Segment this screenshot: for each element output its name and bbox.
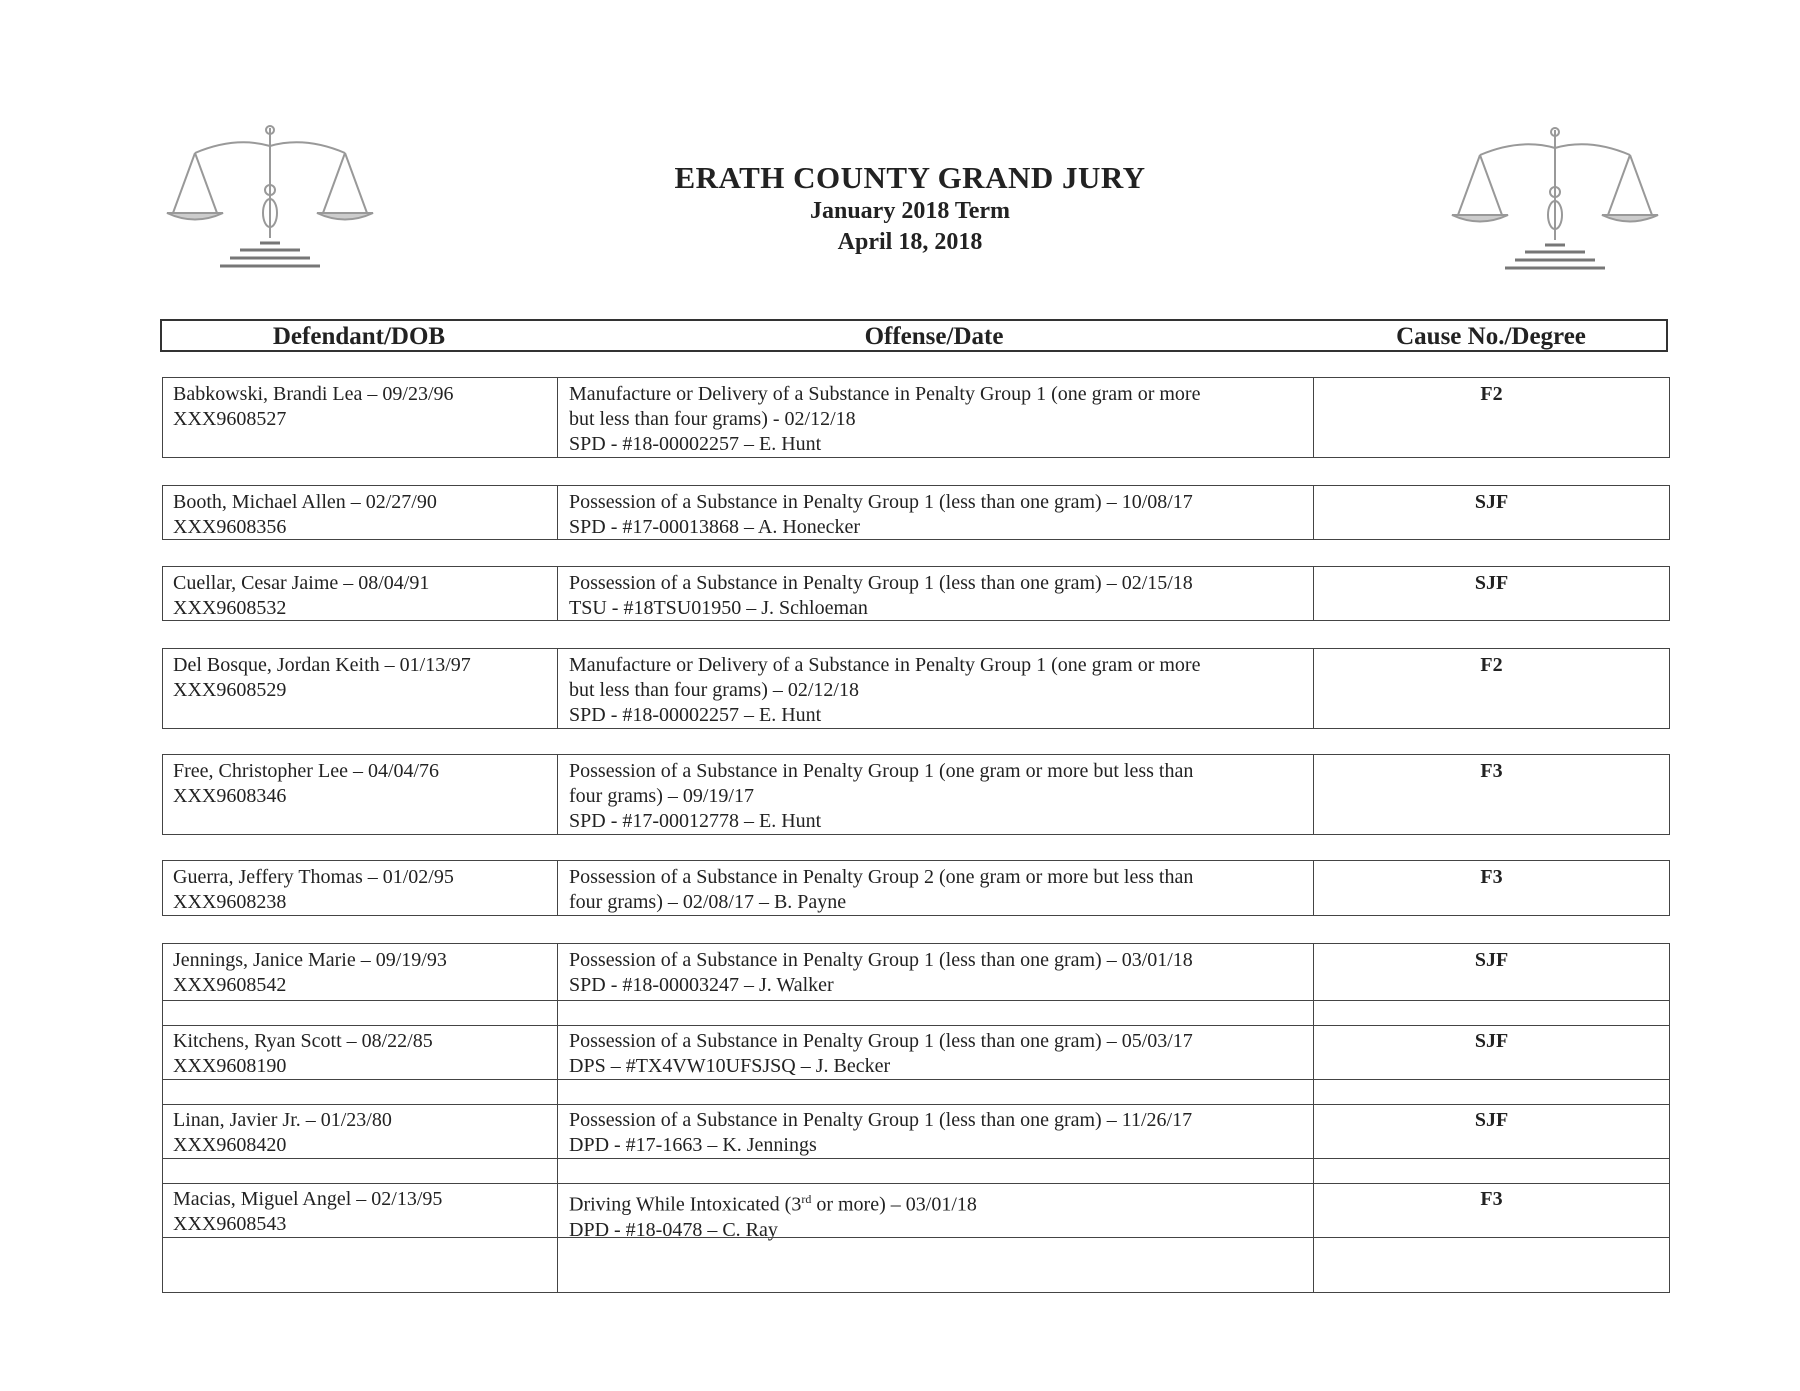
defendant-name: Guerra, Jeffery Thomas – 01/02/95 — [173, 866, 454, 888]
scales-of-justice-icon — [1450, 120, 1660, 280]
defendant-name: Jennings, Janice Marie – 09/19/93 — [173, 949, 447, 971]
defendant-id: XXX9608543 — [173, 1213, 287, 1235]
table-row — [162, 943, 1670, 1026]
defendant-id: XXX9608346 — [173, 785, 287, 807]
defendant-cell — [163, 649, 557, 728]
document-title: ERATH COUNTY GRAND JURY — [674, 160, 1146, 195]
table-row — [162, 648, 1670, 729]
table-row — [162, 1104, 1670, 1184]
offense-line: Manufacture or Delivery of a Substance in Penalty Group 1 (one gram or more — [569, 654, 1201, 676]
offense-cell — [557, 486, 1313, 539]
offense-line: four grams) – 02/08/17 – B. Payne — [569, 891, 847, 913]
degree-cell: SJF — [1313, 486, 1669, 539]
offense-cell — [557, 649, 1313, 728]
degree-cell: SJF — [1313, 1025, 1669, 1104]
defendant-id: XXX9608542 — [173, 974, 287, 996]
offense-line: Possession of a Substance in Penalty Group 1 (less than one gram) – 11/26/17 — [569, 1109, 1193, 1131]
offense-cell — [557, 378, 1313, 457]
defendant-cell — [163, 378, 557, 457]
defendant-id: XXX9608527 — [173, 408, 287, 430]
empty-row-strip — [163, 1079, 1669, 1104]
offense-line: DPD - #18-0478 – C. Ray — [569, 1218, 778, 1241]
column-header-offense: Offense/Date — [864, 323, 1004, 350]
offense-line: DPD - #17-1663 – K. Jennings — [569, 1134, 817, 1156]
table-row — [162, 485, 1670, 540]
offense-line: SPD - #18-00003247 – J. Walker — [569, 974, 834, 996]
degree-cell: F3 — [1313, 1183, 1669, 1292]
offense-cell — [557, 861, 1313, 915]
document-header — [560, 160, 1260, 258]
empty-row-strip — [163, 1237, 1669, 1292]
date-label: April 18, 2018 — [837, 229, 983, 255]
table-row — [162, 1025, 1670, 1105]
defendant-id: XXX9608238 — [173, 891, 287, 913]
offense-line: four grams) – 09/19/17 — [569, 785, 754, 807]
defendant-name: Del Bosque, Jordan Keith – 01/13/97 — [173, 654, 471, 676]
term-label: January 2018 Term — [809, 198, 1010, 224]
defendant-cell — [163, 486, 557, 539]
column-header-row — [160, 319, 1668, 352]
offense-line: Possession of a Substance in Penalty Group 1 (less than one gram) – 03/01/18 — [569, 949, 1193, 971]
table-row — [162, 860, 1670, 916]
defendant-cell — [163, 755, 557, 834]
offense-line: Possession of a Substance in Penalty Group 1 (less than one gram) – 02/15/18 — [569, 572, 1193, 594]
degree-cell: SJF — [1313, 944, 1669, 1025]
defendant-id: XXX9608356 — [173, 516, 287, 538]
offense-cell — [557, 567, 1313, 620]
degree-cell: SJF — [1313, 1104, 1669, 1183]
scales-of-justice-icon — [165, 118, 375, 278]
empty-row-strip — [163, 1000, 1669, 1025]
defendant-name: Free, Christopher Lee – 04/04/76 — [173, 760, 440, 782]
offense-line: but less than four grams) – 02/12/18 — [569, 679, 859, 701]
offense-line: SPD - #17-00013868 – A. Honecker — [569, 516, 861, 538]
empty-row-strip — [163, 1158, 1669, 1183]
defendant-name: Kitchens, Ryan Scott – 08/22/85 — [173, 1030, 433, 1052]
defendant-cell — [163, 861, 557, 915]
table-row — [162, 377, 1670, 458]
table-row — [162, 1183, 1670, 1293]
table-row — [162, 754, 1670, 835]
column-header-cause: Cause No./Degree — [1396, 323, 1586, 350]
degree-cell: F3 — [1313, 861, 1669, 915]
offense-line: Possession of a Substance in Penalty Group 1 (less than one gram) – 05/03/17 — [569, 1030, 1193, 1052]
defendant-id: XXX9608190 — [173, 1055, 287, 1077]
degree-cell: F3 — [1313, 755, 1669, 834]
offense-line: Possession of a Substance in Penalty Group 1 (one gram or more but less than — [569, 760, 1194, 782]
defendant-name: Babkowski, Brandi Lea – 09/23/96 — [173, 383, 454, 405]
offense-line: Driving While Intoxicated (3rd or more) – 03/01/18 — [569, 1192, 977, 1216]
offense-cell — [557, 755, 1313, 834]
defendant-id: XXX9608420 — [173, 1134, 287, 1156]
column-header-defendant: Defendant/DOB — [272, 323, 446, 350]
offense-line: SPD - #18-00002257 – E. Hunt — [569, 433, 822, 455]
defendant-name: Linan, Javier Jr. – 01/23/80 — [173, 1109, 392, 1131]
offense-line: Manufacture or Delivery of a Substance in Penalty Group 1 (one gram or more — [569, 383, 1201, 405]
defendant-name: Macias, Miguel Angel – 02/13/95 — [173, 1188, 443, 1210]
degree-cell: F2 — [1313, 378, 1669, 457]
defendant-name: Cuellar, Cesar Jaime – 08/04/91 — [173, 572, 430, 594]
offense-line: Possession of a Substance in Penalty Group 1 (less than one gram) – 10/08/17 — [569, 491, 1193, 513]
offense-line: Possession of a Substance in Penalty Group 2 (one gram or more but less than — [569, 866, 1194, 888]
offense-line: TSU - #18TSU01950 – J. Schloeman — [569, 597, 868, 619]
offense-line: SPD - #18-00002257 – E. Hunt — [569, 704, 822, 726]
offense-line: DPS – #TX4VW10UFSJSQ – J. Becker — [569, 1055, 891, 1077]
defendant-cell — [163, 567, 557, 620]
offense-line: but less than four grams) - 02/12/18 — [569, 408, 856, 430]
degree-cell: SJF — [1313, 567, 1669, 620]
offense-line: SPD - #17-00012778 – E. Hunt — [569, 810, 822, 832]
degree-cell: F2 — [1313, 649, 1669, 728]
defendant-id: XXX9608529 — [173, 679, 287, 701]
defendant-id: XXX9608532 — [173, 597, 287, 619]
defendant-name: Booth, Michael Allen – 02/27/90 — [173, 491, 437, 513]
table-row — [162, 566, 1670, 621]
